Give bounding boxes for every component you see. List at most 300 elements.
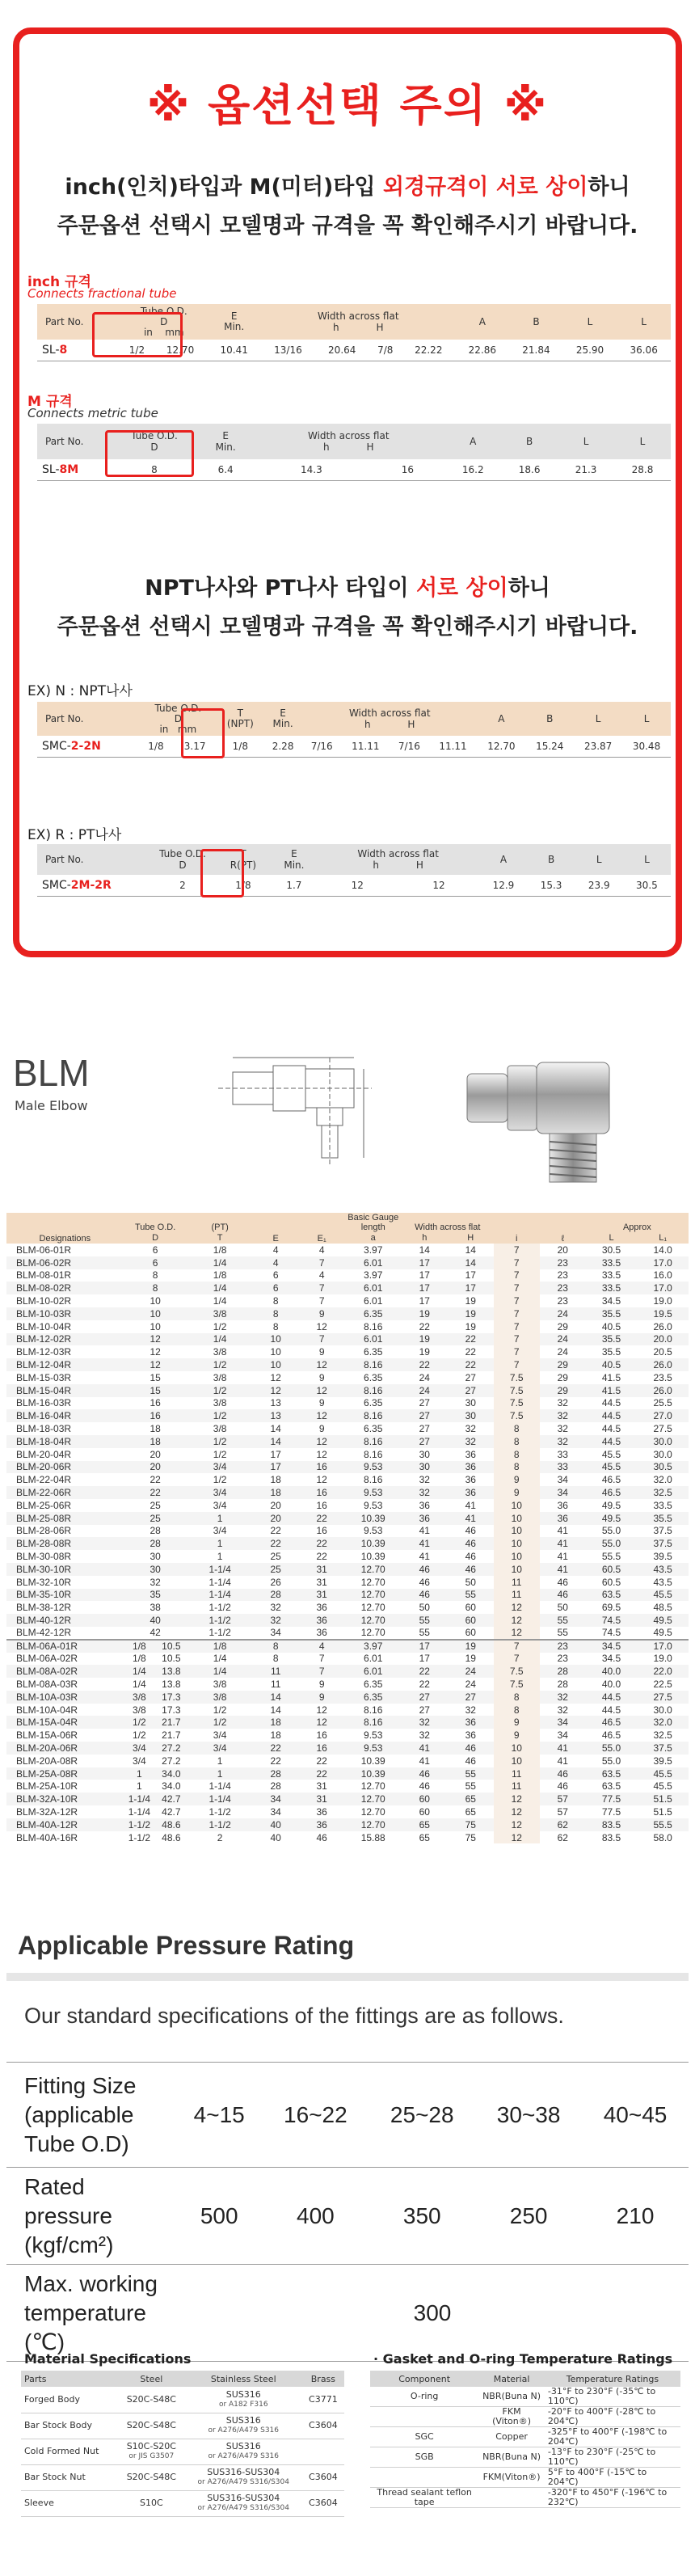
- cell: 7: [299, 1333, 345, 1346]
- cell: [302, 2413, 344, 2439]
- cell: 17: [419, 1269, 430, 1282]
- cell: 34: [270, 1627, 281, 1639]
- cell: 9: [318, 1346, 325, 1358]
- cell: 46: [465, 1525, 476, 1537]
- conj-text: 와: [236, 576, 265, 601]
- cell: 36: [448, 1486, 494, 1499]
- th-parts: Parts: [21, 2371, 118, 2387]
- part-number: [37, 736, 139, 757]
- cell: [478, 2488, 545, 2508]
- cell: BLM-06A-02R: [16, 1653, 78, 1665]
- table-row: [6, 1409, 689, 1422]
- cell: NBR(Buna N): [478, 2387, 545, 2407]
- cell: 46: [557, 1780, 568, 1793]
- cell: 8: [494, 1422, 540, 1435]
- cell: 41: [557, 1755, 568, 1767]
- cell: 1-1/2: [187, 1818, 253, 1831]
- cell: 41.5: [601, 1371, 621, 1383]
- cell: BLM-28-06R: [16, 1525, 72, 1537]
- cell: BLM-32A-12R: [16, 1805, 78, 1818]
- cell: 41: [540, 1563, 586, 1576]
- cell: 12.70: [360, 1576, 385, 1588]
- cell: 36: [419, 1499, 430, 1511]
- cell: 29: [540, 1358, 586, 1371]
- cell: 8: [253, 1307, 299, 1320]
- cell: 22: [465, 1346, 476, 1358]
- cell: 16: [150, 1397, 161, 1409]
- cell: 22: [253, 1537, 299, 1550]
- cell: 3/8: [124, 1691, 155, 1704]
- cell: 6: [253, 1282, 299, 1294]
- cell: 46: [419, 1576, 430, 1588]
- cell: 8.16: [364, 1448, 383, 1460]
- cell: 18: [253, 1486, 299, 1499]
- table-row: [6, 1563, 689, 1576]
- cell: 3/8: [187, 1307, 253, 1320]
- table-row: [6, 1525, 689, 1538]
- cell: 22: [316, 1755, 327, 1767]
- cell: 32: [448, 1435, 494, 1448]
- cell: BLM-40-12R: [6, 1614, 124, 1627]
- cell: 10.41: [207, 340, 261, 361]
- ex-pt-label: EX) R : PT나사: [27, 827, 122, 843]
- male-elbow-photo: [453, 1041, 630, 1203]
- table-row: [6, 1780, 689, 1793]
- cell: 30: [402, 1461, 448, 1474]
- cell: 39.5: [653, 1755, 672, 1767]
- cell: NBR(Buna N): [478, 2447, 545, 2468]
- cell: [21, 2464, 118, 2490]
- cell: 34: [540, 1716, 586, 1729]
- cell: 55.5: [637, 1818, 689, 1831]
- cell: BLM-32A-10R: [6, 1793, 124, 1805]
- cell: 1-1/2: [187, 1614, 253, 1627]
- cell: BLM-38-12R: [16, 1602, 72, 1614]
- cell: 10: [494, 1537, 540, 1550]
- cell: 28: [150, 1525, 161, 1537]
- cell: BLM-22-04R: [16, 1474, 72, 1486]
- cell: 13.8: [162, 1678, 181, 1690]
- cell: 28: [124, 1537, 187, 1550]
- cell: 3/8: [213, 1371, 227, 1383]
- cell: 35.5: [586, 1333, 638, 1346]
- table-row: [370, 2468, 680, 2488]
- cell: 22.5: [653, 1678, 672, 1690]
- cell: 60: [465, 1627, 476, 1639]
- cell: [118, 2439, 185, 2464]
- cell: 12.9: [479, 875, 527, 896]
- cell: 6.4: [199, 459, 252, 480]
- notice-title: ※ 옵션선택 주의 ※: [146, 80, 549, 131]
- cell: 30.5: [601, 1244, 621, 1256]
- cell: 7: [494, 1320, 540, 1333]
- cell: 23.87: [574, 736, 622, 757]
- cell: 3/4: [187, 1486, 253, 1499]
- cell: 17.0: [637, 1256, 689, 1269]
- cell: 1: [187, 1537, 253, 1550]
- cell: 46: [402, 1563, 448, 1576]
- cell: 14: [448, 1256, 494, 1269]
- cell: 10.39: [345, 1767, 402, 1780]
- th-pt: (PT): [187, 1213, 253, 1232]
- cell: 11: [494, 1576, 540, 1589]
- cell: 6.35: [345, 1307, 402, 1320]
- cell: 7: [299, 1665, 345, 1678]
- cell: 25: [124, 1512, 187, 1525]
- cell: 6.01: [364, 1295, 383, 1307]
- cell: 5°F to 400°F (-15℃ to 204℃): [545, 2468, 680, 2488]
- cell: 77.5: [601, 1805, 621, 1818]
- cell: 27: [419, 1704, 430, 1716]
- th-mm: mm: [165, 326, 184, 338]
- conj-text: 과: [221, 175, 250, 200]
- cell: 32: [402, 1716, 448, 1729]
- cell: -13°F to 230°F (-25℃ to 110℃): [545, 2447, 680, 2468]
- cell: 17.3: [155, 1691, 187, 1704]
- cell: 12: [316, 1474, 327, 1486]
- cell: 3.97: [345, 1640, 402, 1653]
- size-cell: 16~22: [262, 2063, 369, 2168]
- cell: 31: [299, 1793, 345, 1805]
- cell: 14: [270, 1704, 281, 1716]
- cell: 20: [557, 1244, 568, 1256]
- cell: 12.70: [345, 1818, 402, 1831]
- cell: 17.0: [637, 1640, 689, 1653]
- cell: 15.3: [528, 875, 575, 896]
- cell: 46: [448, 1742, 494, 1755]
- rated-pressure-label: Rated pressure (kgf/cm²): [6, 2168, 176, 2265]
- cell: 32.5: [637, 1486, 689, 1499]
- cell: 28: [540, 1665, 586, 1678]
- cell: 14: [419, 1244, 430, 1256]
- cell: BLM-16-04R: [6, 1409, 124, 1422]
- cell: 7: [494, 1307, 540, 1320]
- cell: 31: [299, 1589, 345, 1602]
- cell: 8: [272, 1295, 279, 1307]
- cell: 48.6: [155, 1818, 187, 1831]
- cell: [302, 2387, 344, 2413]
- cell: 7.5: [494, 1371, 540, 1384]
- m-spec-label: M 규격: [27, 394, 73, 410]
- cell: 8.16: [364, 1320, 383, 1332]
- cell: 27.5: [653, 1423, 672, 1435]
- npt-spec-table: [37, 702, 671, 758]
- cell: 58.0: [653, 1831, 672, 1843]
- cell: 3.97: [364, 1269, 383, 1282]
- cell: 32: [540, 1435, 586, 1448]
- th-t: T: [240, 848, 246, 859]
- th-e: E: [230, 310, 238, 322]
- cell: 1: [187, 1512, 253, 1525]
- cell: BLM-40A-16R: [16, 1831, 78, 1843]
- table-row: [6, 1384, 689, 1397]
- cell: 31: [316, 1780, 327, 1793]
- cell: 22: [124, 1486, 187, 1499]
- cell: 3/8: [187, 1691, 253, 1704]
- cell: BLM-10-02R: [16, 1295, 72, 1307]
- cell: 17.0: [637, 1282, 689, 1294]
- cell: 48.6: [162, 1831, 181, 1843]
- cell: BLM-25-06R: [16, 1499, 72, 1511]
- table-row: [6, 1358, 689, 1371]
- pressure-desc: Our standard specifications of the fittings are as follows.: [24, 2004, 564, 2028]
- table-row: [6, 1614, 689, 1627]
- cell: 27: [448, 1691, 494, 1704]
- cell: 1-1/2: [128, 1831, 151, 1843]
- table-row: [6, 1486, 689, 1499]
- cell: BLM-32-10R: [16, 1576, 72, 1588]
- cell: 34: [253, 1793, 299, 1805]
- cell: 34.5: [601, 1295, 621, 1307]
- size-cell: 30~38: [475, 2063, 582, 2168]
- table-row: [6, 1678, 689, 1691]
- table-row: [6, 1512, 689, 1525]
- cell: 55: [448, 1767, 494, 1780]
- cell: [21, 2413, 118, 2439]
- cell: 1/2: [213, 1704, 227, 1716]
- cell: [370, 2468, 478, 2488]
- cell: 33.5: [653, 1499, 672, 1511]
- cell: 65: [465, 1805, 476, 1818]
- cell: 8: [494, 1435, 540, 1448]
- cell: 45.5: [637, 1589, 689, 1602]
- cell: 29: [540, 1384, 586, 1397]
- table-row: [6, 1704, 689, 1717]
- cell: [185, 2490, 302, 2516]
- cell: 9: [318, 1423, 325, 1435]
- th-t: T: [187, 1232, 253, 1244]
- cell: 12: [316, 1704, 327, 1716]
- cell: 12.70: [360, 1805, 385, 1818]
- cell: BLM-06A-01R: [6, 1640, 124, 1653]
- cell: [302, 2464, 344, 2490]
- blm-spec-table: [6, 1213, 689, 1843]
- cell: 41: [402, 1742, 448, 1755]
- cell: 1-1/2: [208, 1602, 231, 1614]
- cell: Thread sealant teflon tape: [370, 2488, 478, 2508]
- th-material: Material: [478, 2371, 545, 2387]
- cell: 12: [494, 1831, 540, 1844]
- table-row: [21, 2439, 344, 2464]
- cell: 74.5: [586, 1614, 638, 1627]
- th-l: L: [558, 424, 614, 459]
- cell: 7: [494, 1294, 540, 1307]
- cell: 8: [494, 1704, 540, 1717]
- cell: 23.9: [575, 875, 623, 896]
- cell: 45.5: [601, 1448, 621, 1460]
- cell: 41: [419, 1755, 430, 1767]
- cell: 12.70: [345, 1614, 402, 1627]
- highlight-box: [200, 849, 244, 897]
- cell: 22: [253, 1742, 299, 1755]
- cell: 22: [299, 1537, 345, 1550]
- cell: 27.2: [155, 1742, 187, 1755]
- th-L1: L₁: [637, 1232, 689, 1244]
- cell: 20: [124, 1461, 187, 1474]
- cell: 55.0: [586, 1537, 638, 1550]
- cell-note: or A182 F316: [218, 2400, 268, 2409]
- cell: 23: [557, 1269, 568, 1282]
- cell-text: Forged Body: [24, 2393, 80, 2405]
- pressure-title: Applicable Pressure Rating: [18, 1931, 355, 1960]
- th-min: Min.: [272, 718, 293, 729]
- th-tube-od: Tube O.D.: [154, 702, 202, 714]
- cell: 44.5: [586, 1409, 638, 1422]
- cell: [185, 2464, 302, 2490]
- table-row: [6, 1448, 689, 1461]
- th-a: A: [456, 304, 510, 340]
- cell: 36: [316, 1805, 327, 1818]
- cell: 1/4: [124, 1665, 155, 1678]
- table-row: [6, 1653, 689, 1666]
- cell: 41: [419, 1525, 430, 1537]
- cell: 7.5: [494, 1678, 540, 1691]
- cell: 36: [316, 1602, 327, 1614]
- cell: 10: [494, 1755, 540, 1767]
- cell: 19: [448, 1307, 494, 1320]
- th-a: a: [345, 1232, 402, 1244]
- cell: 32: [419, 1474, 430, 1486]
- cell: 2: [150, 875, 215, 896]
- cell: 7.5: [494, 1665, 540, 1678]
- product-title: BLM: [13, 1052, 90, 1094]
- cell: 6.35: [345, 1691, 402, 1704]
- th-l2: L: [623, 844, 671, 875]
- th-l: L: [575, 844, 623, 875]
- cell: 50: [419, 1602, 430, 1614]
- th-mm: mm: [177, 723, 197, 735]
- cell: 46: [465, 1755, 476, 1767]
- cell: 10.5: [162, 1653, 181, 1665]
- cell: [21, 2490, 118, 2516]
- cell: 12: [124, 1358, 187, 1371]
- cell: BLM-12-03R: [16, 1346, 72, 1358]
- cell: BLM-10-04R: [16, 1320, 72, 1332]
- rated-cell: 500: [176, 2168, 262, 2265]
- cell: 9.53: [345, 1486, 402, 1499]
- cell: 10.39: [345, 1512, 402, 1525]
- cell: 1: [217, 1551, 223, 1563]
- cell: 6.01: [345, 1282, 402, 1294]
- cell: 15.24: [525, 736, 574, 757]
- max-temp-value: 300: [176, 2265, 689, 2362]
- cell: 3/4: [124, 1742, 155, 1755]
- cell: BLM-16-03R: [16, 1397, 72, 1409]
- pressure-table: [6, 2062, 689, 2362]
- gasket-title: · Gasket and O-ring Temperature Ratings: [373, 2351, 673, 2367]
- th-rpt: R(PT): [230, 859, 257, 871]
- cell: 24: [448, 1665, 494, 1678]
- th-e: E: [280, 707, 286, 719]
- cell: 13: [253, 1409, 299, 1422]
- cell: 30.0: [653, 1704, 672, 1716]
- cell: 22: [299, 1512, 345, 1525]
- table-row: [370, 2427, 680, 2447]
- cell: 33: [540, 1461, 586, 1474]
- cell: 17: [402, 1282, 448, 1294]
- cell: 51.5: [637, 1793, 689, 1805]
- cell: [185, 2387, 302, 2413]
- cell: 10: [494, 1525, 540, 1538]
- cell: 28: [253, 1589, 299, 1602]
- cell: 41: [402, 1537, 448, 1550]
- cell: BLM-06-02R: [6, 1256, 124, 1269]
- cell: 8.16: [345, 1409, 402, 1422]
- cell: 60: [448, 1614, 494, 1627]
- cell: 12: [398, 875, 480, 896]
- cell: 1-1/4: [124, 1793, 155, 1805]
- cell: 17: [253, 1461, 299, 1474]
- cell-text: SUS316: [225, 2415, 261, 2426]
- cell: 12: [299, 1409, 345, 1422]
- part-suffix: 2-2N: [70, 739, 101, 753]
- cell: 38: [150, 1602, 161, 1614]
- cell: 6.35: [364, 1678, 383, 1690]
- cell: 44.5: [601, 1397, 621, 1409]
- cell: 44.5: [586, 1435, 638, 1448]
- table-row: [6, 1499, 689, 1512]
- cell: 12: [316, 1320, 327, 1332]
- cell: 43.5: [637, 1563, 689, 1576]
- cell: 20.0: [637, 1333, 689, 1346]
- cell: 55.0: [601, 1525, 621, 1537]
- cell: 1/2: [187, 1358, 253, 1371]
- pt-text: PT나사 타입이: [264, 576, 409, 601]
- cell: FKM(Viton®): [478, 2468, 545, 2488]
- cell: 23: [540, 1256, 586, 1269]
- cell: 28: [557, 1678, 568, 1690]
- cell: 9: [494, 1716, 540, 1729]
- cell: 19: [465, 1320, 476, 1332]
- cell: 6: [272, 1269, 279, 1282]
- cell: 1/4: [187, 1665, 253, 1678]
- cell: 7: [299, 1282, 345, 1294]
- table-row: [6, 1550, 689, 1563]
- cell: 23.5: [653, 1371, 672, 1383]
- cell: 3/8: [213, 1678, 227, 1690]
- cell: 45.5: [637, 1767, 689, 1780]
- th-e1: E₁: [299, 1213, 345, 1244]
- cell: 27.2: [162, 1755, 181, 1767]
- cell: 55: [448, 1589, 494, 1602]
- th-h: h: [333, 322, 339, 333]
- cell: 29: [557, 1371, 568, 1383]
- cell: 12: [124, 1333, 187, 1346]
- cell-text: S10C-S20C: [126, 2441, 176, 2451]
- cell: 40.5: [601, 1320, 621, 1332]
- th-l2: L: [614, 424, 671, 459]
- cell: 34: [540, 1486, 586, 1499]
- cell: 41: [465, 1499, 476, 1511]
- table-row: [21, 2490, 344, 2516]
- cell: 10: [494, 1563, 540, 1576]
- cell: 36: [299, 1614, 345, 1627]
- cell: 7.5: [494, 1384, 540, 1397]
- npt-text: NPT나사: [145, 576, 237, 601]
- size-cell: 40~45: [582, 2063, 689, 2168]
- cell: -20°F to 400°F (-28℃ to 204℃): [545, 2407, 680, 2427]
- cell: 41: [540, 1742, 586, 1755]
- cell: 24: [419, 1371, 430, 1383]
- cell: -320°F to 450°F (-196℃ to 232℃): [545, 2488, 680, 2508]
- cell: 32: [465, 1423, 476, 1435]
- cell: 19: [402, 1333, 448, 1346]
- cell: 8: [253, 1640, 299, 1653]
- th-l: L: [574, 702, 622, 736]
- cell: 40.5: [586, 1358, 638, 1371]
- cell: 33.5: [586, 1282, 638, 1294]
- cell: 46: [448, 1563, 494, 1576]
